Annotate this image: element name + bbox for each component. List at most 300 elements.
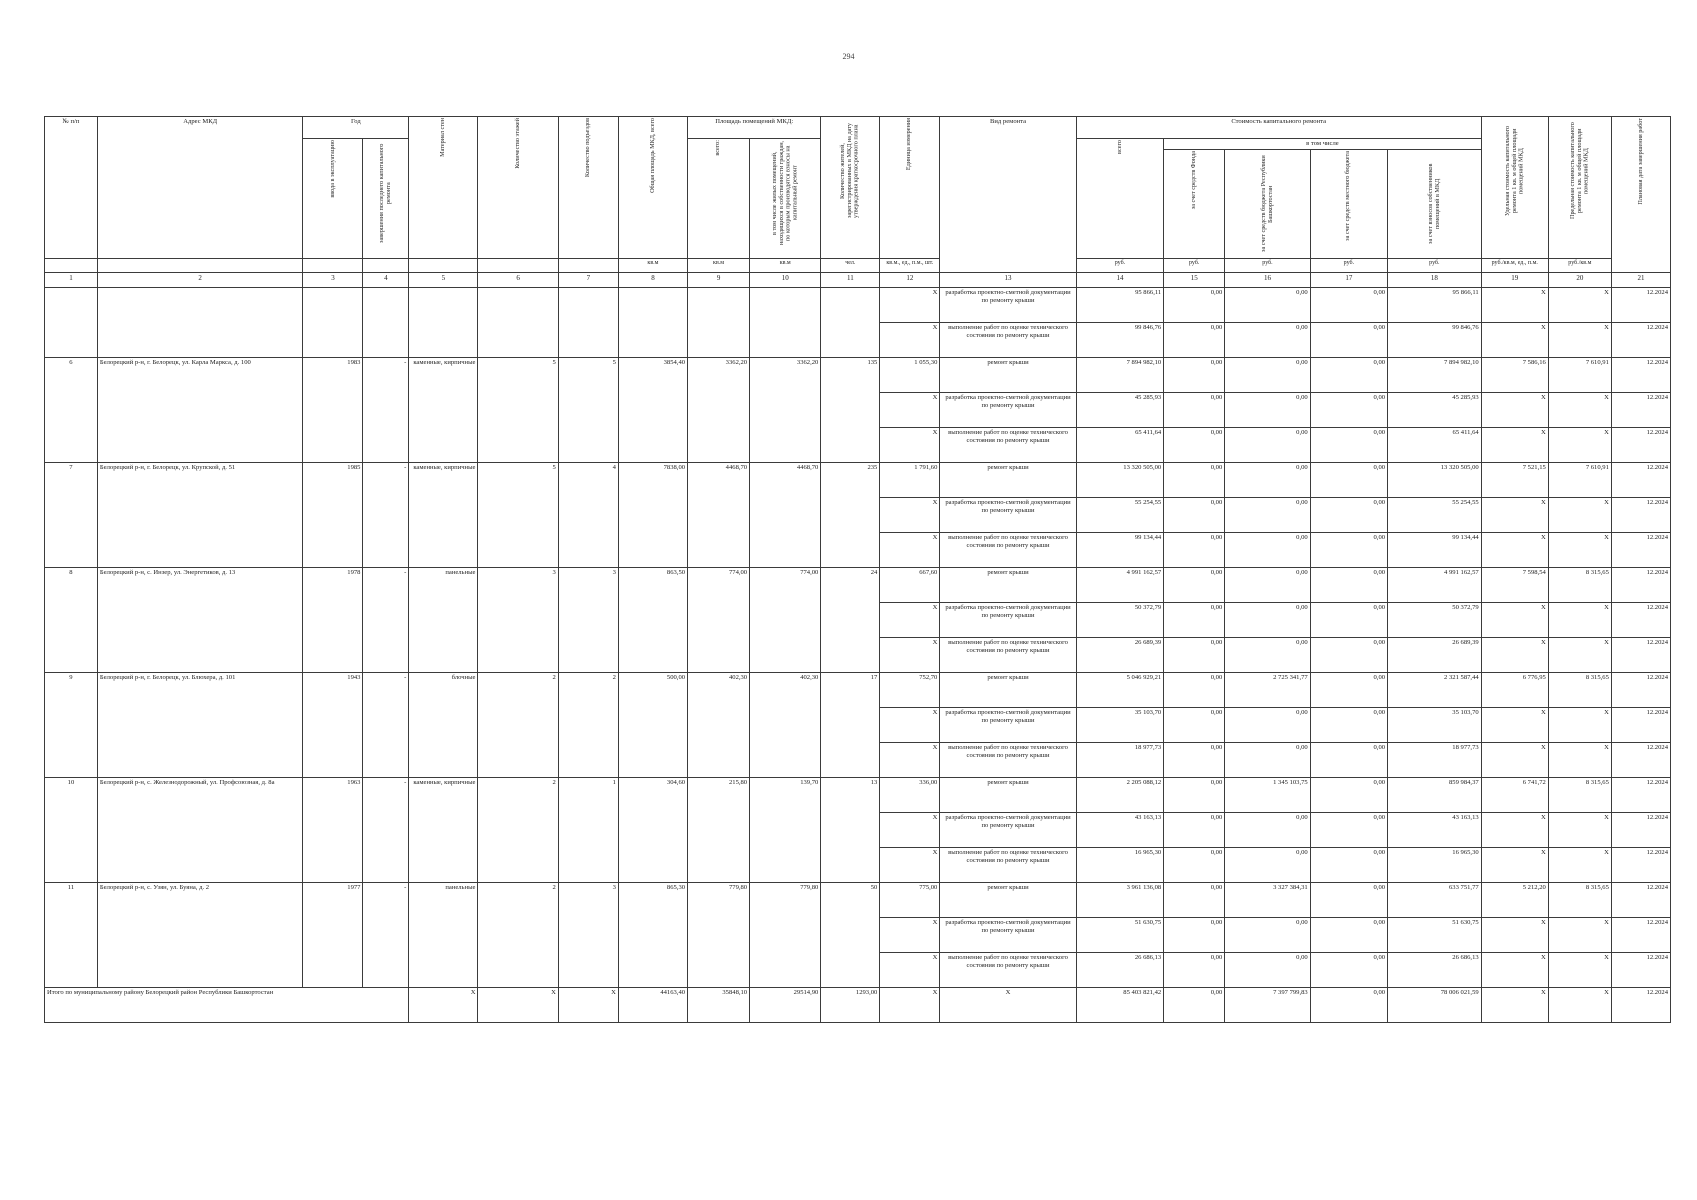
unit-value: X [880,847,940,882]
entrances: 4 [558,462,618,567]
cost-owners: 18 977,73 [1388,742,1482,777]
cost-owners: 2 321 587,44 [1388,672,1482,707]
repair-type: выполнение работ по оценке технического состояния по ремонту крыши [940,427,1076,462]
cost-owners: 99 846,76 [1388,322,1482,357]
cost-owners: 26 689,39 [1388,637,1482,672]
cost-fund: 0,00 [1164,707,1225,742]
cost-rb: 3 327 384,31 [1225,882,1310,917]
floors: 5 [478,357,558,462]
cost-local: 0,00 [1310,952,1387,987]
max-cost: X [1548,707,1611,742]
empty-cell [688,287,750,357]
floors: 2 [478,777,558,882]
cost-owners: 859 984,37 [1388,777,1482,812]
cost-local: 0,00 [1310,637,1387,672]
cost-local: 0,00 [1310,357,1387,392]
header-repair-type: Вид ремонта [940,117,1076,273]
unit-value: X [880,637,940,672]
address: Белорецкий р-н, с. Железнодорожный, ул. Профсоюзная, д. 8а [97,777,303,882]
unit-cell: руб./кв.м [1548,258,1611,272]
cost-local: 0,00 [1310,847,1387,882]
header-deadline: Плановая дата завершения работ [1611,117,1670,273]
row-number: 6 [45,357,98,462]
cost-owners: 4 991 162,57 [1388,567,1482,602]
cost-rb: 1 345 103,75 [1225,777,1310,812]
cost-total: 26 689,39 [1076,637,1164,672]
empty-cell [303,287,363,357]
total-repair: X [940,987,1076,1022]
empty-cell [478,287,558,357]
column-number: 20 [1548,272,1611,287]
year-last-repair: - [363,462,409,567]
repair-type: разработка проектно-сметной документации по ремонту крыши [940,497,1076,532]
row-number: 10 [45,777,98,882]
table-row [45,672,1671,707]
unit-cell [45,258,98,272]
total-material: X [409,987,478,1022]
area-all: 779,80 [688,882,750,987]
max-cost: X [1548,532,1611,567]
unit-cell: руб. [1225,258,1310,272]
deadline: 12.2024 [1611,357,1670,392]
deadline: 12.2024 [1611,952,1670,987]
cost-fund: 0,00 [1164,917,1225,952]
repair-type: выполнение работ по оценке технического состояния по ремонту крыши [940,952,1076,987]
header-num: № п/п [45,117,98,259]
deadline: 12.2024 [1611,742,1670,777]
unit-cell [558,258,618,272]
header-cost-total: всего [1076,139,1164,259]
floors: 2 [478,882,558,987]
header-area-all: всего: [688,139,750,259]
repair-table [44,116,1671,1023]
deadline: 12.2024 [1611,882,1670,917]
cost-local: 0,00 [1310,392,1387,427]
year-commission: 1963 [303,777,363,882]
total-row [45,987,1671,1022]
cost-rb: 0,00 [1225,567,1310,602]
deadline: 12.2024 [1611,847,1670,882]
max-cost: X [1548,497,1611,532]
unit-cost: X [1481,392,1548,427]
total-fund: 0,00 [1164,987,1225,1022]
row-number: 7 [45,462,98,567]
entrances: 3 [558,882,618,987]
year-commission: 1978 [303,567,363,672]
unit-cost: X [1481,812,1548,847]
capital-repair-register [44,116,1671,1023]
cost-local: 0,00 [1310,812,1387,847]
cost-total: 35 103,70 [1076,707,1164,742]
repair-type: разработка проектно-сметной документации по ремонту крыши [940,812,1076,847]
deadline: 12.2024 [1611,322,1670,357]
cost-total: 51 630,75 [1076,917,1164,952]
unit-cost: X [1481,427,1548,462]
unit-value: X [880,952,940,987]
cost-total: 95 866,11 [1076,287,1164,322]
unit-cost: 6 741,72 [1481,777,1548,812]
row-number: 9 [45,672,98,777]
unit-value: X [880,742,940,777]
deadline: 12.2024 [1611,497,1670,532]
empty-cell [363,287,409,357]
deadline: 12.2024 [1611,602,1670,637]
header-cost-rb: за счет средств бюджета Республики Башкортостан [1225,149,1310,258]
unit-cell: кв.м., ед., п.м., шт. [880,258,940,272]
residents: 135 [821,357,880,462]
total-unit: X [880,987,940,1022]
column-number: 11 [821,272,880,287]
cost-rb: 0,00 [1225,952,1310,987]
column-number: 10 [750,272,821,287]
header-area-contrib: в том числе жилых помещений, находящихся в собственности граждан, по которым производятся взносы на капитальный ремонт [750,139,821,259]
column-number: 18 [1388,272,1482,287]
cost-owners: 16 965,30 [1388,847,1482,882]
unit-cell [409,258,478,272]
unit-cost: X [1481,287,1548,322]
cost-total: 45 285,93 [1076,392,1164,427]
unit-cost: X [1481,497,1548,532]
cost-rb: 0,00 [1225,427,1310,462]
cost-fund: 0,00 [1164,777,1225,812]
year-last-repair: - [363,672,409,777]
max-cost: 7 610,91 [1548,357,1611,392]
address: Белорецкий р-н, г. Белорецк, ул. Блюхера, д. 101 [97,672,303,777]
cost-total: 3 961 136,08 [1076,882,1164,917]
year-last-repair: - [363,567,409,672]
repair-type: разработка проектно-сметной документации по ремонту крыши [940,287,1076,322]
floors: 3 [478,567,558,672]
unit-cost: X [1481,602,1548,637]
header-including: в том числе [1164,139,1481,150]
header-year-commission: ввода в эксплуатацию [303,139,363,259]
cost-fund: 0,00 [1164,847,1225,882]
unit-cost: X [1481,952,1548,987]
entrances: 2 [558,672,618,777]
unit-value: X [880,707,940,742]
cost-fund: 0,00 [1164,392,1225,427]
max-cost: X [1548,847,1611,882]
wall-material: панельные [409,882,478,987]
unit-value: X [880,602,940,637]
max-cost: 7 610,91 [1548,462,1611,497]
cost-fund: 0,00 [1164,357,1225,392]
max-cost: X [1548,637,1611,672]
units-row [45,258,1671,272]
area-all: 4468,70 [688,462,750,567]
entrances: 5 [558,357,618,462]
max-cost: X [1548,952,1611,987]
max-cost: 8 315,65 [1548,777,1611,812]
cost-rb: 0,00 [1225,602,1310,637]
table-row [45,882,1671,917]
cost-fund: 0,00 [1164,567,1225,602]
cost-total: 26 686,13 [1076,952,1164,987]
deadline: 12.2024 [1611,287,1670,322]
column-number: 6 [478,272,558,287]
cost-local: 0,00 [1310,882,1387,917]
wall-material: каменные, кирпичные [409,357,478,462]
unit-value: X [880,917,940,952]
header-total-area: Общая площадь МКД, всего [618,117,687,259]
deadline: 12.2024 [1611,812,1670,847]
cost-owners: 95 866,11 [1388,287,1482,322]
max-cost: X [1548,917,1611,952]
total-area: 863,50 [618,567,687,672]
unit-value: X [880,322,940,357]
cost-owners: 26 686,13 [1388,952,1482,987]
cost-fund: 0,00 [1164,952,1225,987]
cost-local: 0,00 [1310,532,1387,567]
repair-type: выполнение работ по оценке технического состояния по ремонту крыши [940,322,1076,357]
unit-value: X [880,287,940,322]
max-cost: 8 315,65 [1548,672,1611,707]
repair-type: выполнение работ по оценке технического состояния по ремонту крыши [940,637,1076,672]
header-cost-group: Стоимость капитального ремонта [1076,117,1481,139]
column-number: 17 [1310,272,1387,287]
cost-local: 0,00 [1310,777,1387,812]
max-cost: X [1548,392,1611,427]
repair-type: ремонт крыши [940,567,1076,602]
total-area: 3854,40 [618,357,687,462]
cost-local: 0,00 [1310,672,1387,707]
empty-cell [750,287,821,357]
area-contrib: 4468,70 [750,462,821,567]
repair-type: ремонт крыши [940,777,1076,812]
repair-type: ремонт крыши [940,357,1076,392]
header-cost-fund: за счет средств Фонда [1164,149,1225,258]
entrances: 1 [558,777,618,882]
deadline: 12.2024 [1611,917,1670,952]
cost-rb: 0,00 [1225,917,1310,952]
max-cost: X [1548,427,1611,462]
cost-rb: 0,00 [1225,847,1310,882]
total-label: Итого по муниципальному району Белорецкий район Республики Башкортостан [45,987,409,1022]
cost-local: 0,00 [1310,287,1387,322]
table-row [45,567,1671,602]
cost-fund: 0,00 [1164,287,1225,322]
unit-value: X [880,532,940,567]
repair-type: разработка проектно-сметной документации по ремонту крыши [940,392,1076,427]
year-last-repair: - [363,777,409,882]
repair-type: разработка проектно-сметной документации по ремонту крыши [940,602,1076,637]
max-cost: 8 315,65 [1548,882,1611,917]
total-local: 0,00 [1310,987,1387,1022]
repair-type: разработка проектно-сметной документации по ремонту крыши [940,707,1076,742]
repair-type: ремонт крыши [940,672,1076,707]
cost-total: 50 372,79 [1076,602,1164,637]
table-row [45,462,1671,497]
total-floors: X [478,987,558,1022]
cost-local: 0,00 [1310,602,1387,637]
cost-owners: 35 103,70 [1388,707,1482,742]
cost-fund: 0,00 [1164,497,1225,532]
empty-cell [409,287,478,357]
cost-fund: 0,00 [1164,637,1225,672]
column-number: 21 [1611,272,1670,287]
empty-cell [97,287,303,357]
repair-type: ремонт крыши [940,882,1076,917]
cost-fund: 0,00 [1164,462,1225,497]
unit-cell: руб. [1310,258,1387,272]
wall-material: каменные, кирпичные [409,462,478,567]
area-contrib: 139,70 [750,777,821,882]
cost-local: 0,00 [1310,742,1387,777]
max-cost: 8 315,65 [1548,567,1611,602]
address: Белорецкий р-н, г. Белорецк, ул. Крупской, д. 51 [97,462,303,567]
header-unit: Единица измерения [880,117,940,259]
residents: 13 [821,777,880,882]
unit-cost: X [1481,742,1548,777]
floors: 2 [478,672,558,777]
unit-cell [363,258,409,272]
area-all: 3362,20 [688,357,750,462]
cost-fund: 0,00 [1164,427,1225,462]
year-last-repair: - [363,357,409,462]
header-address: Адрес МКД [97,117,303,259]
cost-total: 7 894 982,10 [1076,357,1164,392]
unit-cell: кв.м [688,258,750,272]
header-unit-cost: Удельная стоимость капитального ремонта 1 кв. м общей площади помещений МКД [1481,117,1548,259]
max-cost: X [1548,742,1611,777]
total-rb: 7 397 799,83 [1225,987,1310,1022]
year-commission: 1985 [303,462,363,567]
unit-cost: X [1481,637,1548,672]
column-number: 15 [1164,272,1225,287]
wall-material: панельные [409,567,478,672]
total-area-all: 35848,10 [688,987,750,1022]
cost-owners: 633 751,77 [1388,882,1482,917]
year-commission: 1977 [303,882,363,987]
column-number: 13 [940,272,1076,287]
cost-total: 43 163,13 [1076,812,1164,847]
deadline: 12.2024 [1611,462,1670,497]
deadline: 12.2024 [1611,567,1670,602]
cost-total: 99 846,76 [1076,322,1164,357]
unit-cost: X [1481,532,1548,567]
unit-value: 336,00 [880,777,940,812]
cost-owners: 45 285,93 [1388,392,1482,427]
max-cost: X [1548,812,1611,847]
header-entrances: Количество подъездов [558,117,618,259]
repair-type: выполнение работ по оценке технического состояния по ремонту крыши [940,847,1076,882]
total-area: 7838,00 [618,462,687,567]
year-commission: 1943 [303,672,363,777]
total-area: 44163,40 [618,987,687,1022]
area-contrib: 779,80 [750,882,821,987]
cost-rb: 0,00 [1225,322,1310,357]
unit-cell [97,258,303,272]
empty-cell [618,287,687,357]
deadline: 12.2024 [1611,532,1670,567]
wall-material: блочные [409,672,478,777]
cost-total: 13 320 505,00 [1076,462,1164,497]
cost-owners: 13 320 505,00 [1388,462,1482,497]
address: Белорецкий р-н, г. Белорецк, ул. Карла Маркса, д. 100 [97,357,303,462]
column-number: 19 [1481,272,1548,287]
cost-rb: 0,00 [1225,532,1310,567]
page-number: 294 [842,52,855,61]
total-entrances: X [558,987,618,1022]
header-wall-material: Материал стен [409,117,478,259]
unit-value: 752,70 [880,672,940,707]
residents: 24 [821,567,880,672]
unit-value: 775,00 [880,882,940,917]
unit-cost: 7 521,15 [1481,462,1548,497]
max-cost: X [1548,287,1611,322]
column-number: 12 [880,272,940,287]
total-unit-cost: X [1481,987,1548,1022]
cost-local: 0,00 [1310,567,1387,602]
table-body [45,287,1671,1022]
unit-cell: руб. [1388,258,1482,272]
header-max-cost: Предельная стоимость капитального ремонта 1 кв. м общей площади помещений МКД [1548,117,1611,259]
total-residents: 1293,00 [821,987,880,1022]
column-number: 3 [303,272,363,287]
unit-cost: X [1481,322,1548,357]
deadline: 12.2024 [1611,637,1670,672]
table-row [45,777,1671,812]
cost-total: 5 046 929,21 [1076,672,1164,707]
cost-local: 0,00 [1310,917,1387,952]
area-all: 402,30 [688,672,750,777]
header-residents: Количество жителей, зарегистрированных в МКД на дату утверждения краткосрочного плана [821,117,880,259]
cost-local: 0,00 [1310,497,1387,532]
unit-cost: X [1481,707,1548,742]
cost-owners: 7 894 982,10 [1388,357,1482,392]
cost-rb: 0,00 [1225,462,1310,497]
unit-cost: X [1481,847,1548,882]
cost-rb: 0,00 [1225,812,1310,847]
unit-cell: чел. [821,258,880,272]
empty-cell [821,287,880,357]
cost-rb: 2 725 341,77 [1225,672,1310,707]
unit-cell: руб. [1076,258,1164,272]
cost-total: 55 254,55 [1076,497,1164,532]
deadline: 12.2024 [1611,427,1670,462]
address: Белорецкий р-н, с. Узян, ул. Буяна, д. 2 [97,882,303,987]
area-contrib: 402,30 [750,672,821,777]
cost-owners: 99 134,44 [1388,532,1482,567]
repair-type: ремонт крыши [940,462,1076,497]
cost-fund: 0,00 [1164,602,1225,637]
total-deadline: 12.2024 [1611,987,1670,1022]
unit-cost: 7 598,54 [1481,567,1548,602]
unit-value: X [880,497,940,532]
header-cost-owners: за счет взносов собственников помещений в МКД [1388,149,1482,258]
unit-cost: 6 776,95 [1481,672,1548,707]
cost-fund: 0,00 [1164,532,1225,567]
repair-type: выполнение работ по оценке технического состояния по ремонту крыши [940,532,1076,567]
column-number: 1 [45,272,98,287]
cost-rb: 0,00 [1225,287,1310,322]
residents: 50 [821,882,880,987]
unit-cell [303,258,363,272]
unit-value: X [880,427,940,462]
total-owners: 78 006 021,59 [1388,987,1482,1022]
unit-cell: кв.м [618,258,687,272]
cost-fund: 0,00 [1164,672,1225,707]
row-number: 8 [45,567,98,672]
cost-local: 0,00 [1310,322,1387,357]
total-area: 865,30 [618,882,687,987]
wall-material: каменные, кирпичные [409,777,478,882]
cost-fund: 0,00 [1164,322,1225,357]
table-row [45,357,1671,392]
repair-type: выполнение работ по оценке технического состояния по ремонту крыши [940,742,1076,777]
area-contrib: 774,00 [750,567,821,672]
unit-cell: руб. [1164,258,1225,272]
